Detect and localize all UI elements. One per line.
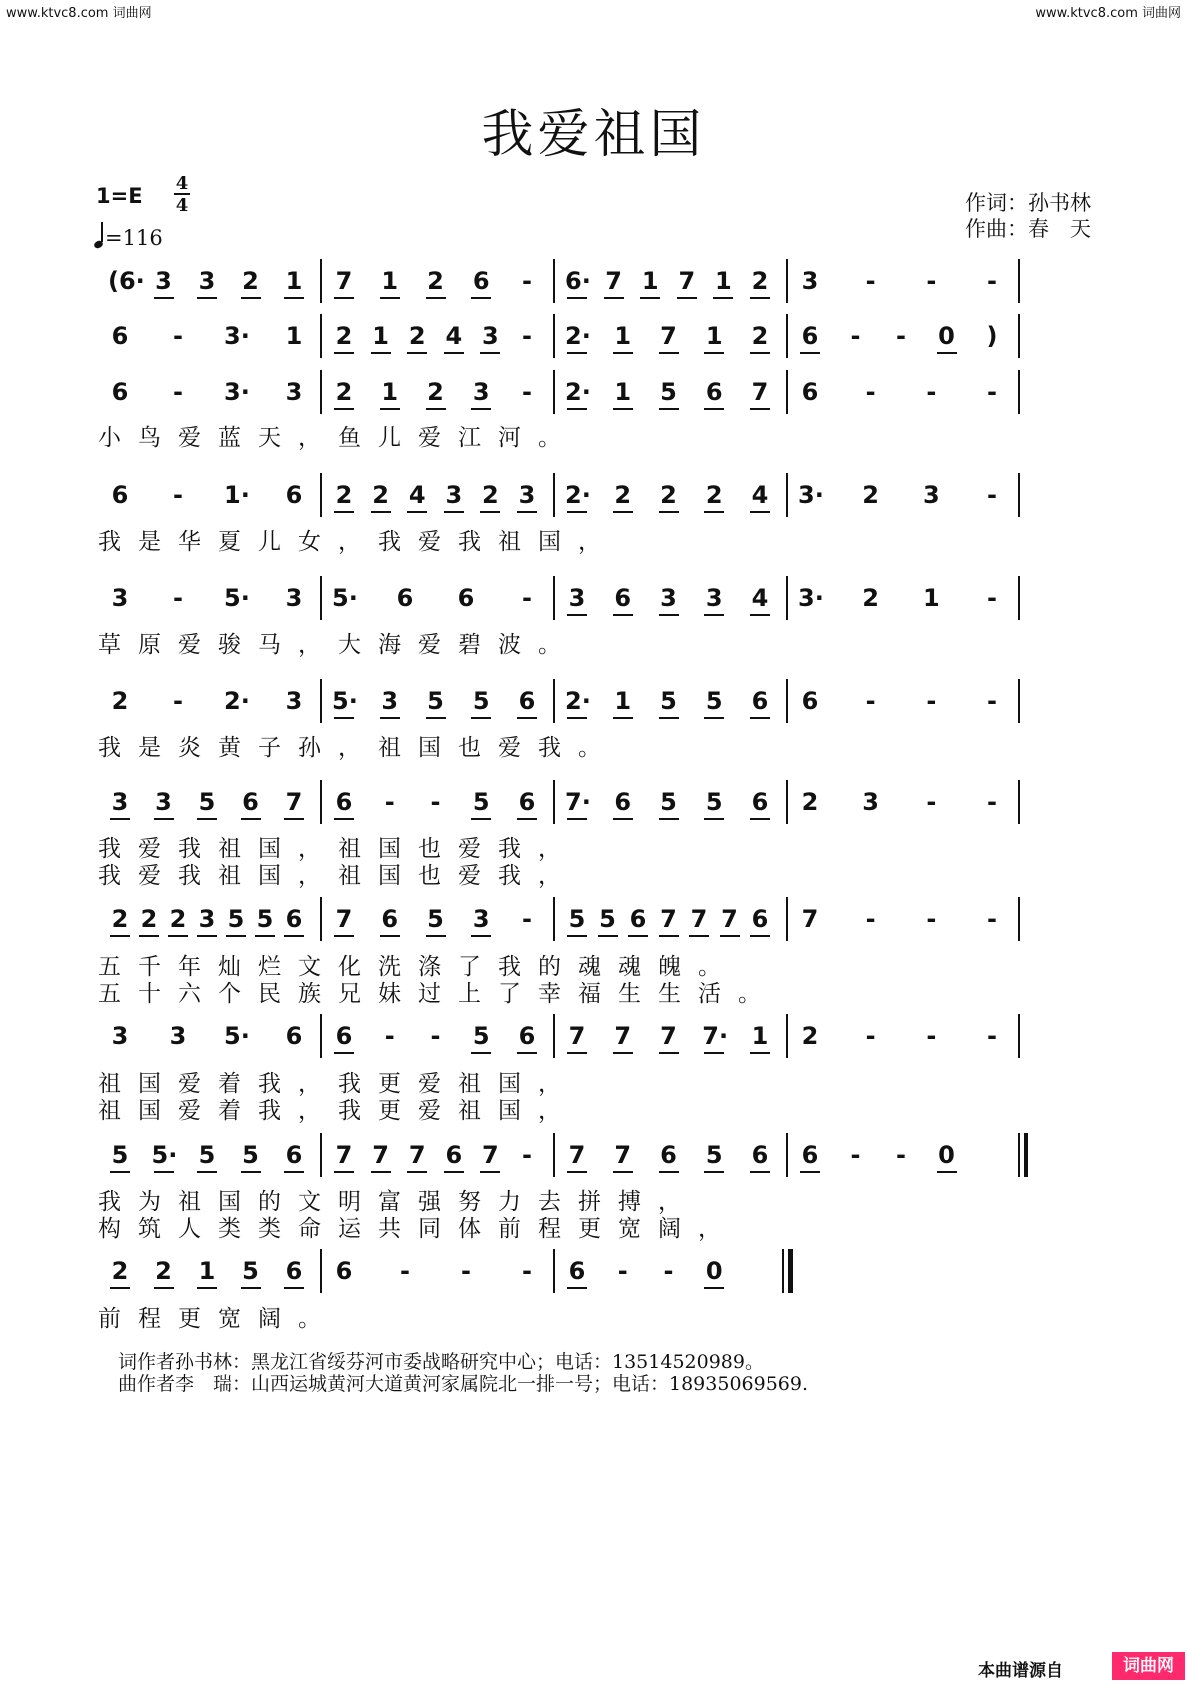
barline [320,473,322,517]
barline [320,1249,322,1293]
note-digit: 6 [748,686,772,716]
note-digit: 1 [611,321,635,351]
note-dash: - [926,687,937,715]
note-digit: 3 [285,378,303,406]
note-dash: - [522,1141,532,1169]
note-digit: 3 [565,583,589,613]
note-digit: 5 [195,1140,219,1170]
barline [320,370,322,414]
note-digit: 6 [801,378,819,406]
lyric-line: 小鸟爱蓝天，鱼儿爱江河。 [98,425,578,451]
note-dash: - [173,481,183,509]
note-dash: - [926,788,937,816]
tempo-marking [94,225,163,250]
note-digit: 6 [111,481,129,509]
note-digit: 2 [702,480,726,510]
note-digit: 1· [224,481,250,509]
note-digit: 2 [748,266,772,296]
barline [320,1014,322,1058]
barline [786,679,788,723]
note-digit: 2 [424,377,448,407]
source-label: 本曲谱源自 [978,1661,1063,1681]
note-digit: 2 [332,480,356,510]
note-digit: 7 [332,904,356,934]
barline [553,314,555,358]
barline [553,473,555,517]
note-digit: 5 [702,787,726,817]
note-dash: - [926,905,937,933]
note-dash: - [926,378,937,406]
lyricist-credit: 作词：孙书林 [965,191,1091,215]
note-digit: 6 [378,904,402,934]
note-digit: 1 [611,377,635,407]
note-dash: - [617,1257,628,1285]
note-digit: 6 [798,321,822,351]
note-digit: 3 [702,583,726,613]
note-dash: - [173,687,183,715]
note-digit: 6 [457,584,475,612]
note-digit: 2 [657,480,681,510]
composer-credit: 作曲：春 天 [965,217,1091,241]
note-digit: 3 [285,584,303,612]
note-digit: 2 [108,904,132,934]
note-digit: 3 [169,1022,187,1050]
tempo-value: =116 [105,226,163,250]
note-digit: 5 [657,377,681,407]
note-digit: 1 [611,686,635,716]
note-dash: - [987,788,997,816]
note-digit: 2· [565,481,591,509]
note-dash: - [926,1022,937,1050]
note-digit: 1 [282,266,306,296]
note-dash: - [987,1022,997,1050]
song-title: 我爱祖国 [481,105,706,165]
note-digit: 5 [424,904,448,934]
note-dash: - [987,905,997,933]
note-digit: 2 [111,687,129,715]
barline [553,370,555,414]
note-digit: 6 [282,1140,306,1170]
lyric-line: 前程更宽阔。 [98,1306,338,1332]
note-digit: 6 [748,787,772,817]
note-digit: 5 [253,904,277,934]
note-dash: - [430,1022,441,1050]
note-digit: 4 [405,480,429,510]
barline [320,897,322,941]
note-digit: 5 [657,787,681,817]
note-digit: 1 [378,266,402,296]
note-digit: 7 [748,377,772,407]
barline [320,679,322,723]
note-digit: 5 [239,1140,263,1170]
barline [1018,473,1020,517]
note-digit: 2 [424,266,448,296]
note-digit: 1 [922,584,940,612]
note-digit: 1 [748,1021,772,1051]
note-digit: 3· [798,481,824,509]
note-digit: 1 [711,266,735,296]
note-digit: 7 [687,904,711,934]
note-digit: 5· [224,1022,250,1050]
note-digit: 0 [935,321,959,351]
lyric-line: 五千年灿烂文化洗涤了我的魂魂魄。 [98,954,738,980]
note-digit: 2 [611,480,635,510]
barline [553,679,555,723]
note-digit: 5· [224,584,250,612]
note-digit: 7 [369,1140,393,1170]
note-digit: 6 [111,378,129,406]
note-digit: 1 [378,377,402,407]
note-digit: 2 [801,788,819,816]
note-digit: 3 [111,1022,129,1050]
note-digit: 5 [108,1140,132,1170]
note-dash: - [850,322,861,350]
note-digit: 5 [702,1140,726,1170]
final-barline-thin [782,1249,784,1293]
note-digit: 6 [515,787,539,817]
barline [1018,679,1020,723]
note-digit: 7 [602,266,626,296]
note-dash: - [896,322,906,350]
note-digit: 1 [638,266,662,296]
note-digit: 6 [801,687,819,715]
note-digit: 5 [239,1256,263,1286]
note-dash: - [850,1141,861,1169]
note-dash: - [987,267,997,295]
note-digit: 2 [405,321,429,351]
note-digit: 0 [935,1140,959,1170]
note-digit: 3· [224,378,250,406]
note-digit: 3 [152,787,176,817]
note-digit: 6 [798,1140,822,1170]
barline [553,576,555,620]
note-digit: 3 [195,266,219,296]
lyric-line: 草原爱骏马，大海爱碧波。 [98,632,578,658]
barline [786,1014,788,1058]
note-digit: 3 [111,584,129,612]
barline [553,259,555,303]
key-signature: 1=E [96,184,143,208]
lyric-line: 祖国爱着我，我更爱祖国， [98,1071,578,1097]
note-digit: 3 [801,267,819,295]
note-digit: 3 [515,480,539,510]
note-dash: - [461,1257,471,1285]
note-digit: 7 [675,266,699,296]
barline [1018,576,1020,620]
note-digit: 5 [424,686,448,716]
composer-contact: 曲作者李 瑞：山西运城黄河大道黄河家属院北一排一号；电话：18935069569. [118,1373,809,1395]
note-digit: 7 [332,266,356,296]
note-digit: 6· [565,267,591,295]
note-digit: (6· [108,267,145,295]
note-digit: 6 [335,1257,353,1285]
note-digit: 4 [748,480,772,510]
barline [553,1133,555,1177]
note-digit: 6 [239,787,263,817]
note-digit: 6 [469,266,493,296]
note-digit: 7 [611,1021,635,1051]
note-digit: 6 [285,481,303,509]
note-digit: 3 [469,904,493,934]
note-digit: 3 [108,787,132,817]
note-digit: 7· [565,788,591,816]
time-signature-top: 4 [175,173,189,194]
note-digit: ) [986,322,998,350]
note-dash: - [865,905,876,933]
note-digit: 7 [657,1021,681,1051]
note-dash: - [926,267,937,295]
note-digit: 7 [611,1140,635,1170]
note-digit: 6 [282,1256,306,1286]
note-digit: 5 [469,787,493,817]
note-digit: 1 [702,321,726,351]
note-digit: 2 [137,904,161,934]
note-dash: - [522,584,532,612]
barline [786,576,788,620]
note-dash: - [522,267,532,295]
note-digit: 2 [748,321,772,351]
barline [786,370,788,414]
note-digit: 2 [152,1256,176,1286]
note-digit: 3 [862,788,879,816]
repeat-barline [1024,1133,1028,1177]
barline [786,1133,788,1177]
barline [1018,1133,1020,1177]
note-dash: - [522,905,532,933]
barline [320,780,322,824]
note-dash: - [987,584,997,612]
barline [786,259,788,303]
note-digit: 2 [369,480,393,510]
note-digit: 5 [596,904,620,934]
lyric-line: 祖国爱着我，我更爱祖国， [98,1098,578,1124]
barline [1018,780,1020,824]
note-digit: 5 [565,904,589,934]
note-digit: 2 [108,1256,132,1286]
barline [1018,1014,1020,1058]
note-dash: - [865,267,876,295]
lyric-line: 我为祖国的文明富强努力去拼搏， [98,1189,698,1215]
note-digit: 2 [332,377,356,407]
barline [1018,897,1020,941]
note-dash: - [522,378,532,406]
note-dash: - [522,322,532,350]
barline [320,259,322,303]
note-digit: 3 [469,377,493,407]
note-digit: 7 [657,321,681,351]
note-digit: 3· [224,322,250,350]
barline [553,1014,555,1058]
note-digit: 6 [515,1021,539,1051]
note-digit: 3 [478,321,502,351]
site-watermark-right: www.ktvc8.com 词曲网 [1035,6,1181,21]
site-logo: 词曲网 [1112,1652,1185,1680]
note-dash: - [522,1257,532,1285]
note-digit: 7 [282,787,306,817]
note-digit: 7 [478,1140,502,1170]
note-digit: 6 [442,1140,466,1170]
note-dash: - [384,1022,395,1050]
note-digit: 6 [396,584,414,612]
note-digit: 6 [332,1021,356,1051]
barline [320,314,322,358]
note-digit: 6 [748,1140,772,1170]
final-barline-thick [788,1249,793,1293]
note-digit: 2· [565,378,591,406]
note-digit: 6 [282,904,306,934]
barline [553,780,555,824]
barline [786,314,788,358]
note-digit: 0 [702,1256,726,1286]
note-digit: 1 [285,322,303,350]
note-digit: 2 [332,321,356,351]
note-digit: 6 [748,904,772,934]
note-digit: 6 [702,377,726,407]
note-digit: 3 [657,583,681,613]
note-digit: 6 [515,686,539,716]
note-digit: 3 [922,481,940,509]
lyric-line: 我是华夏儿女，我爱我祖国， [98,529,618,555]
note-digit: 2 [862,584,879,612]
barline [786,897,788,941]
note-digit: 2· [565,687,591,715]
lyric-line: 我是炎黄子孙，祖国也爱我。 [98,735,618,761]
note-dash: - [896,1141,906,1169]
barline [786,780,788,824]
note-dash: - [987,687,997,715]
time-signature-bottom: 4 [175,195,189,216]
note-digit: 5 [224,904,248,934]
note-dash: - [865,687,876,715]
lyricist-contact: 词作者孙书林：黑龙江省绥芬河市委战略研究中心；电话：13514520989。 [118,1351,764,1373]
note-digit: 7 [332,1140,356,1170]
note-dash: - [384,788,395,816]
lyric-line: 我爱我祖国，祖国也爱我， [98,863,578,889]
note-digit: 1 [369,321,393,351]
note-digit: 5 [657,686,681,716]
note-digit: 6 [611,583,635,613]
barline [320,1133,322,1177]
lyric-line: 我爱我祖国，祖国也爱我， [98,836,578,862]
note-digit: 6 [332,787,356,817]
lyric-line: 构筑人类类命运共同体前程更宽阔， [98,1216,738,1242]
note-digit: 2 [478,480,502,510]
note-dash: - [173,584,183,612]
note-digit: 3 [378,686,402,716]
note-digit: 5 [469,686,493,716]
note-digit: 6 [626,904,650,934]
note-digit: 5 [469,1021,493,1051]
note-dash: - [663,1257,674,1285]
note-digit: 2 [166,904,190,934]
note-digit: 3 [152,266,176,296]
note-digit: 7 [565,1021,589,1051]
note-digit: 7· [702,1022,729,1050]
note-digit: 7 [657,904,681,934]
lyric-line: 五十六个民族兄妹过上了幸福生生活。 [98,981,778,1007]
note-digit: 5· [332,584,358,612]
note-digit: 6 [565,1256,589,1286]
note-digit: 5 [195,787,219,817]
note-digit: 7 [565,1140,589,1170]
note-digit: 7 [801,905,819,933]
note-digit: 7 [718,904,742,934]
note-dash: - [430,788,441,816]
note-digit: 6 [285,1022,303,1050]
barline [1018,370,1020,414]
note-digit: 3· [798,584,824,612]
note-digit: 6 [611,787,635,817]
note-digit: 6 [111,322,129,350]
note-digit: 3 [442,480,466,510]
note-dash: - [400,1257,410,1285]
barline [553,1249,555,1293]
note-digit: 2· [224,687,250,715]
note-digit: 4 [442,321,466,351]
note-digit: 2 [862,481,879,509]
note-dash: - [173,378,183,406]
note-digit: 3 [195,904,219,934]
note-digit: 5· [151,1141,178,1169]
site-watermark-left: www.ktvc8.com 词曲网 [6,6,152,21]
note-digit: 2· [565,322,591,350]
barline [1018,314,1020,358]
barline [553,897,555,941]
note-digit: 5· [332,687,358,715]
note-digit: 2 [239,266,263,296]
note-dash: - [865,378,876,406]
barline [320,576,322,620]
note-dash: - [173,322,183,350]
note-dash: - [987,481,997,509]
note-digit: 4 [748,583,772,613]
barline [1018,259,1020,303]
note-digit: 6 [657,1140,681,1170]
note-digit: 5 [702,686,726,716]
note-stem [101,222,103,242]
note-digit: 3 [285,687,303,715]
note-dash: - [865,1022,876,1050]
note-digit: 7 [405,1140,429,1170]
note-digit: 1 [195,1256,219,1286]
note-dash: - [987,378,997,406]
note-digit: 2 [801,1022,819,1050]
barline [786,473,788,517]
